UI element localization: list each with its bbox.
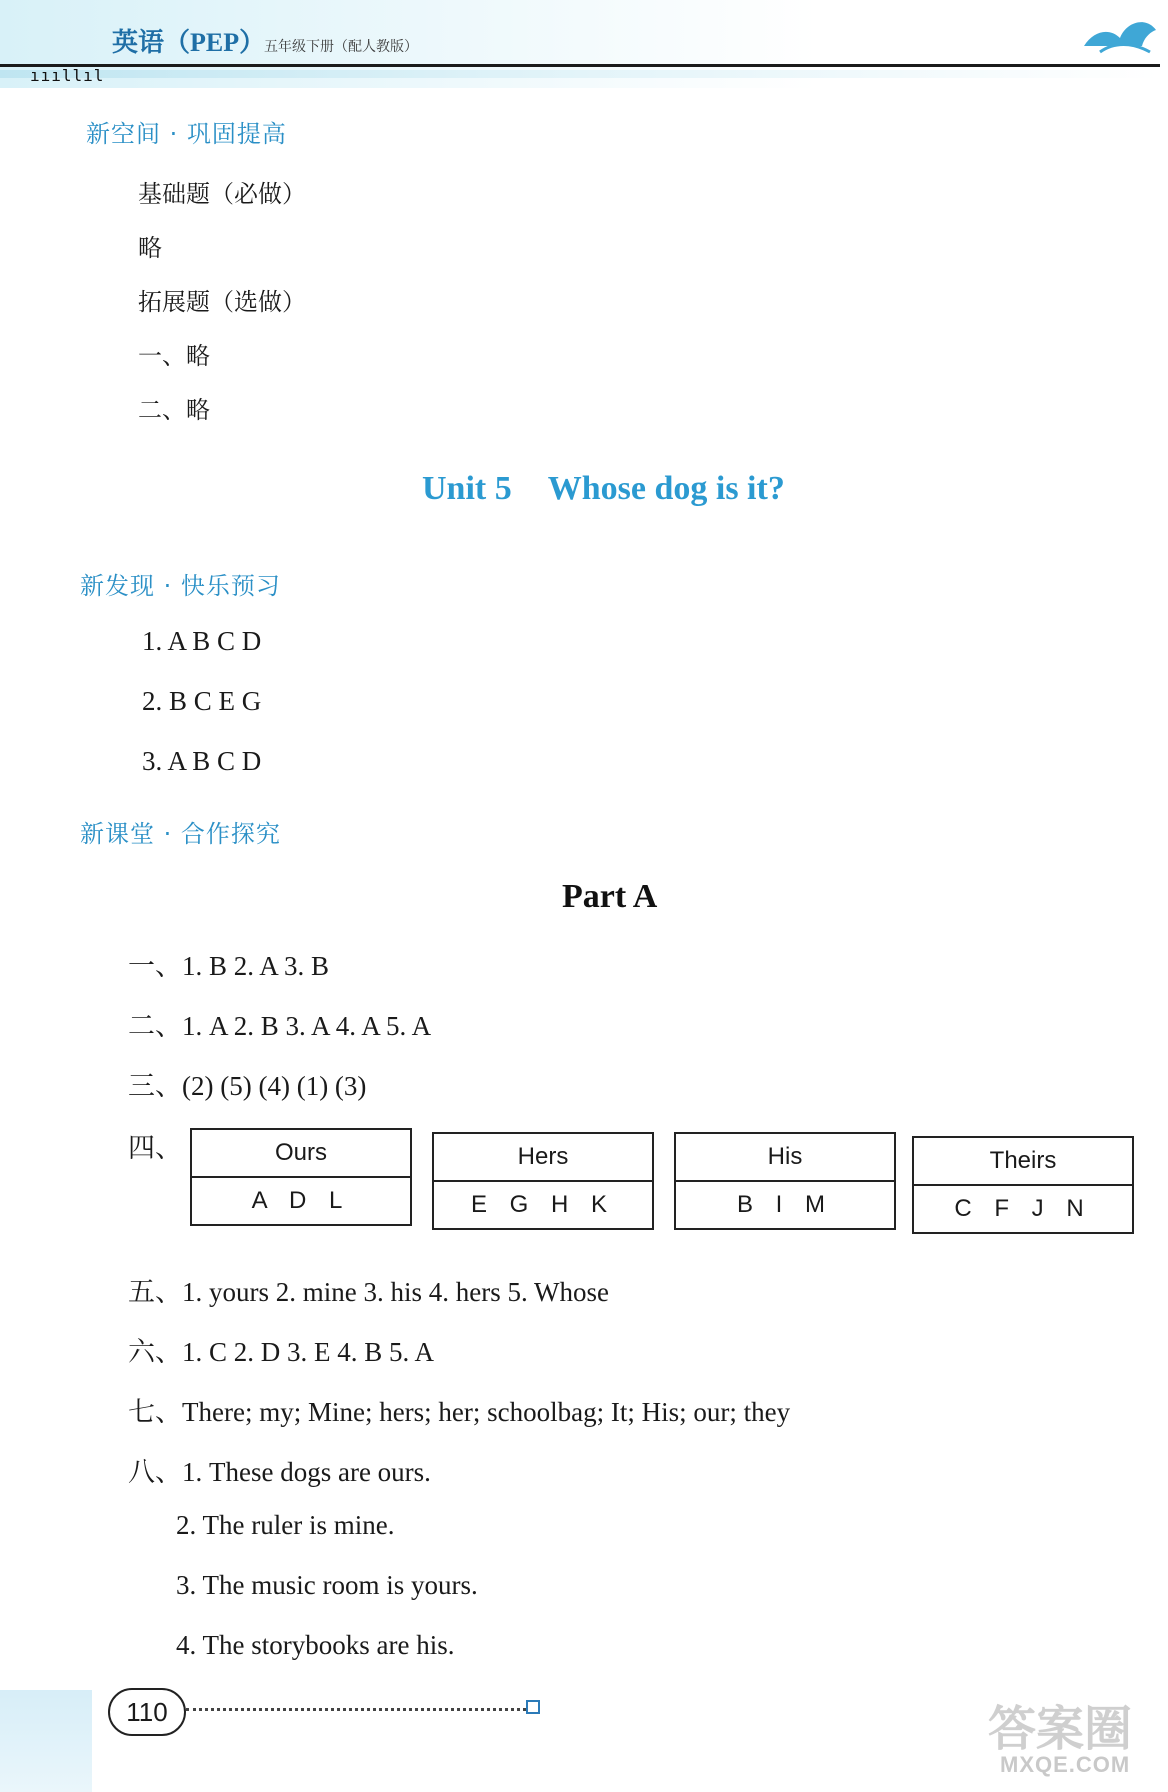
extend-answer-1: 一、略 — [138, 342, 210, 370]
answer-q8-2: 2. The ruler is mine. — [176, 1510, 395, 1540]
answer-q2: 二、1. A 2. B 3. A 4. A 5. A — [128, 1011, 432, 1041]
box-letters: E G H K — [470, 1191, 616, 1218]
basic-heading: 基础题（必做） — [138, 180, 306, 208]
extend-answer-2: 二、略 — [138, 396, 210, 424]
answer-q7: 七、There; my; Mine; hers; her; schoolbag; It; His; our; they — [128, 1397, 791, 1427]
box-heading: Ours — [192, 1130, 410, 1178]
footer-band — [0, 1690, 92, 1792]
box-letters: B I M — [736, 1191, 833, 1218]
preview-answer-1: 1. A B C D — [142, 626, 262, 656]
answer-q4-label: 四、 — [128, 1133, 182, 1163]
dotted-leader — [186, 1702, 526, 1711]
unit-name: Whose dog is it? — [547, 470, 785, 507]
unit-heading — [422, 470, 785, 508]
answer-q8-1: 八、1. These dogs are ours. — [128, 1457, 431, 1487]
classification-box-his — [674, 1132, 896, 1230]
box-letters: A D L — [251, 1187, 351, 1214]
cloud-wave-icon — [1080, 12, 1160, 62]
answer-q6: 六、1. C 2. D 3. E 4. B 5. A — [128, 1337, 435, 1367]
answer-q5: 五、1. yours 2. mine 3. his 4. hers 5. Whose — [128, 1277, 609, 1307]
header-tint-bar — [0, 70, 1160, 78]
page-number: 110 — [108, 1688, 186, 1736]
part-title: Part A — [562, 878, 658, 915]
barcode-marks: ıııllıl — [30, 66, 105, 85]
header-subtitle: 五年级下册（配人教版） — [264, 40, 418, 55]
square-marker-icon — [526, 1700, 540, 1714]
section-classroom: 新课堂 · 合作探究 — [80, 820, 281, 848]
section-consolidate: 新空间 · 巩固提高 — [86, 120, 287, 148]
unit-label: Unit 5 — [422, 470, 512, 507]
extend-heading: 拓展题（选做） — [138, 288, 306, 316]
box-heading: Theirs — [914, 1138, 1132, 1186]
header-title: 英语（PEP） — [112, 28, 266, 57]
basic-answer: 略 — [138, 234, 162, 262]
watermark-logo: 答案圈 — [988, 1701, 1133, 1757]
answer-q8-4: 4. The storybooks are his. — [176, 1630, 455, 1660]
answer-q8-3: 3. The music room is yours. — [176, 1570, 478, 1600]
box-letters: C F J N — [954, 1195, 1092, 1222]
section-preview: 新发现 · 快乐预习 — [80, 572, 281, 600]
preview-answer-2: 2. B C E G — [142, 686, 262, 716]
classification-box-hers — [432, 1132, 654, 1230]
header-rule — [0, 64, 1160, 67]
box-heading: His — [676, 1134, 894, 1182]
classification-box-ours — [190, 1128, 412, 1226]
box-heading: Hers — [434, 1134, 652, 1182]
watermark-url: MXQE.COM — [1000, 1752, 1131, 1777]
answer-q1: 一、1. B 2. A 3. B — [128, 951, 330, 981]
preview-answer-3: 3. A B C D — [142, 746, 262, 776]
classification-box-theirs — [912, 1136, 1134, 1234]
answer-q3: 三、(2) (5) (4) (1) (3) — [128, 1071, 367, 1101]
